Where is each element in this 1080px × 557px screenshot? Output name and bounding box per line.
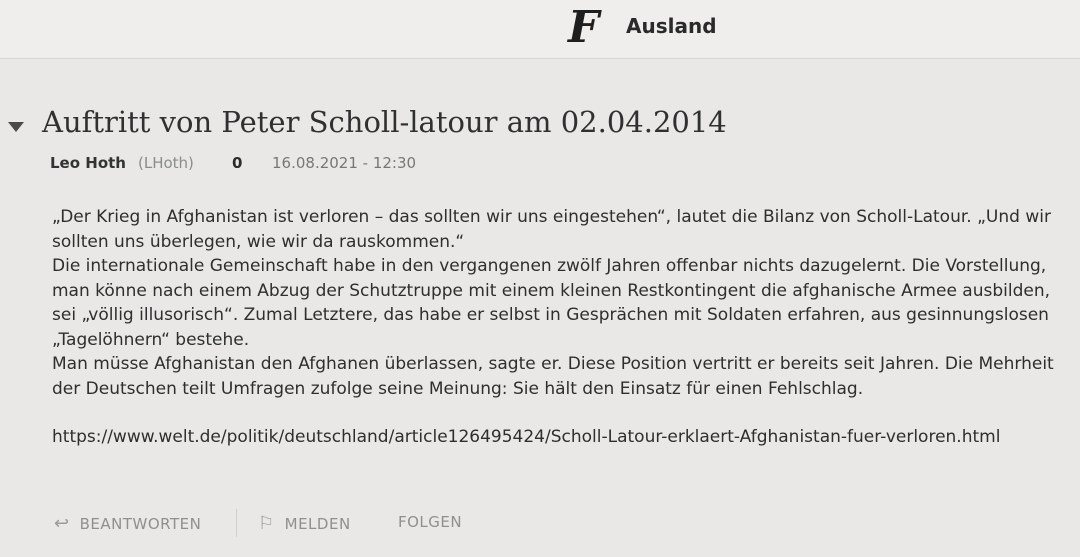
source-link[interactable]: https://www.welt.de/politik/deutschland/article126495424/Scholl-Latour-erklaert-Afghanistan-fuer-verloren.html: [52, 427, 1001, 447]
comment-paragraph: „Der Krieg in Afghanistan ist verloren – das sollten wir uns eingestehen“, lautet die Bilanz von Scholl-Latour. „Und wir sollten uns überlegen, wie wir da rauskommen.“: [52, 207, 1051, 252]
author-name[interactable]: Leo Hoth: [50, 154, 126, 172]
site-header: [0, 0, 1080, 59]
comment-title: Auftritt von Peter Scholl-latour am 02.04.2014: [42, 105, 727, 139]
reply-arrow-icon: ↩: [54, 513, 70, 534]
divider: [236, 509, 237, 537]
report-button[interactable]: [258, 513, 351, 534]
follow-button[interactable]: [398, 513, 462, 531]
comment-paragraph: Die internationale Gemeinschaft habe in den vergangenen zwölf Jahren offenbar nichts dazugelernt. Die Vorstellung, man könne nach einem Abzug der Schutztruppe mit einem kleinen Restkontingent die afghanische Armee ausbilden, sei „völlig illusorisch“. Zumal Letztere, das habe er selbst in Gesprächen mit Soldaten erfahren, aus gesinnungslosen „Tagelöhnern“ bestehe.: [52, 256, 1051, 350]
follow-label: FOLGEN: [398, 513, 463, 531]
faz-logo[interactable]: F: [568, 2, 600, 53]
author-handle: (LHoth): [138, 154, 194, 172]
collapse-caret-icon[interactable]: [8, 122, 24, 132]
flag-icon: ⚐: [258, 513, 275, 534]
reply-label: BEANTWORTEN: [79, 515, 202, 533]
comment-paragraph: Man müsse Afghanistan den Afghanen überlassen, sagte er. Diese Position vertritt er bereits seit Jahren. Die Mehrheit der Deutschen teilt Umfragen zufolge seine Meinung: Sie hält den Einsatz für einen Fehlschlag.: [52, 354, 1054, 399]
comment-timestamp: 16.08.2021 - 12:30: [272, 154, 417, 172]
reply-button[interactable]: [54, 513, 201, 534]
reply-count: 0: [232, 154, 243, 172]
section-title[interactable]: Ausland: [626, 14, 717, 38]
report-label: MELDEN: [284, 515, 351, 533]
comment-body: [52, 205, 1062, 450]
